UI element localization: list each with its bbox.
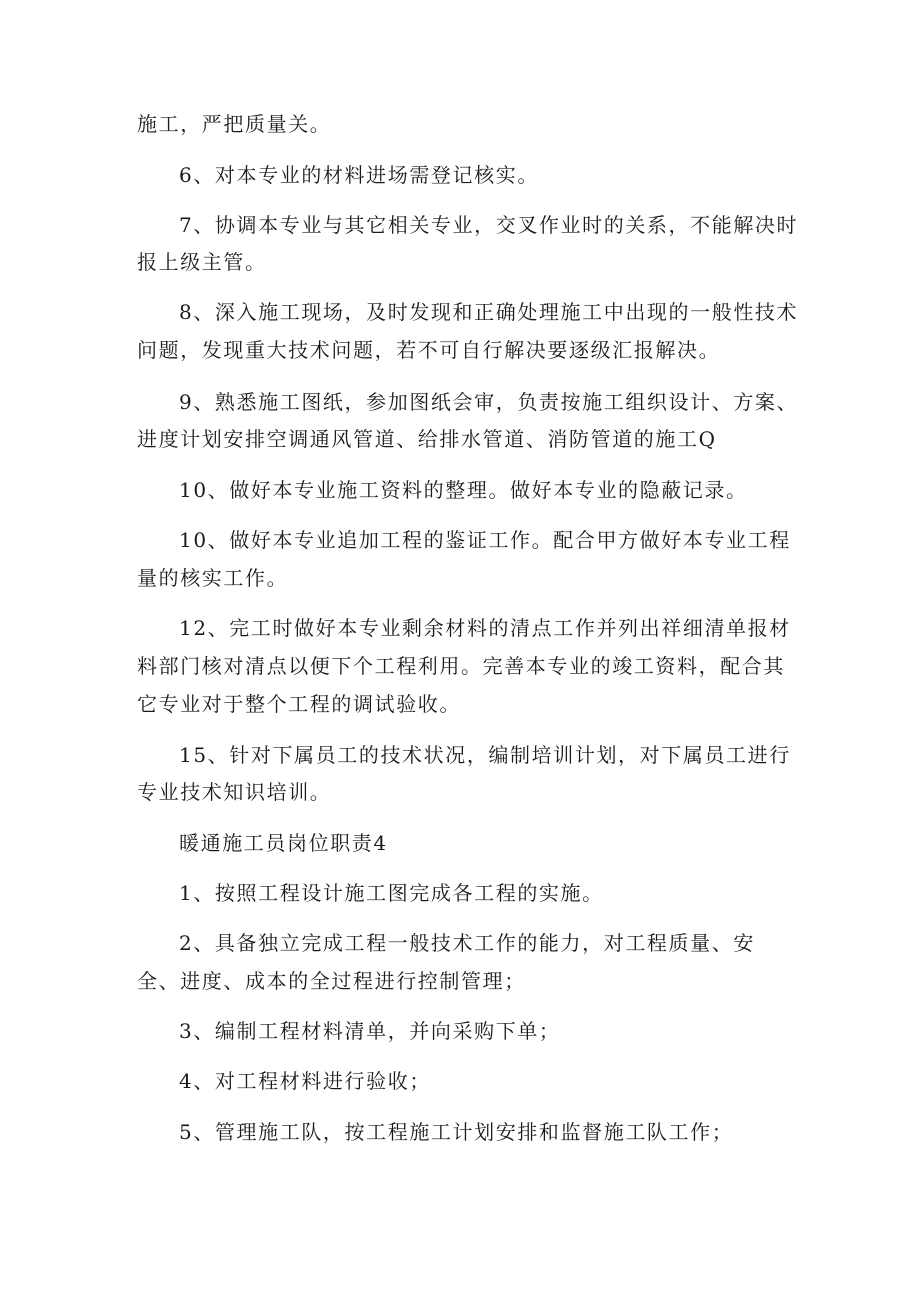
text-line: 10、做好本专业施工资料的整理。做好本专业的隐蔽记录。 — [179, 478, 748, 502]
text-line: 7、协调本专业与其它相关专业，交叉作业时的关系，不能解决时 — [179, 213, 799, 237]
text-line: 报上级主管。 — [137, 250, 267, 274]
text-line: 3、编制工程材料清单，并向采购下单； — [179, 1019, 561, 1043]
text-line: 量的核实工作。 — [137, 566, 289, 590]
text-line: 全、进度、成本的全过程进行控制管理； — [137, 969, 526, 993]
text-line: 9、熟悉施工图纸，参加图纸会审，负责按施工组织设计、方案、 — [179, 390, 799, 414]
text-line: 进度计划安排空调通风管道、给排水管道、消防管道的施工Q — [137, 427, 717, 451]
text-line: 4、对工程材料进行验收； — [179, 1069, 431, 1093]
text-line: 5、管理施工队，按工程施工计划安排和监督施工队工作； — [179, 1120, 734, 1144]
text-line: 8、深入施工现场，及时发现和正确处理施工中出现的一般性技术 — [179, 300, 799, 324]
text-line: 它专业对于整个工程的调试验收。 — [137, 692, 461, 716]
text-line: 15、针对下属员工的技术状况，编制培训计划，对下属员工进行 — [179, 743, 791, 767]
section-heading: 暖通施工员岗位职责4 — [179, 831, 388, 855]
text-line: 料部门核对清点以便下个工程利用。完善本专业的竣工资料，配合其 — [137, 654, 785, 678]
text-line: 2、具备独立完成工程一般技术工作的能力，对工程质量、安 — [179, 931, 755, 955]
text-line: 专业技术知识培训。 — [137, 780, 332, 804]
text-line: 10、做好本专业追加工程的鉴证工作。配合甲方做好本专业工程 — [179, 528, 791, 552]
text-line: 12、完工时做好本专业剩余材料的清点工作并列出祥细清单报材 — [179, 616, 791, 640]
text-line: 1、按照工程设计施工图完成各工程的实施。 — [179, 881, 604, 905]
text-line: 施工，严把质量关。 — [137, 112, 332, 136]
text-line: 问题，发现重大技术问题，若不可自行解决要逐级汇报解决。 — [137, 338, 721, 362]
text-line: 6、对本专业的材料进场需登记核实。 — [179, 163, 539, 187]
